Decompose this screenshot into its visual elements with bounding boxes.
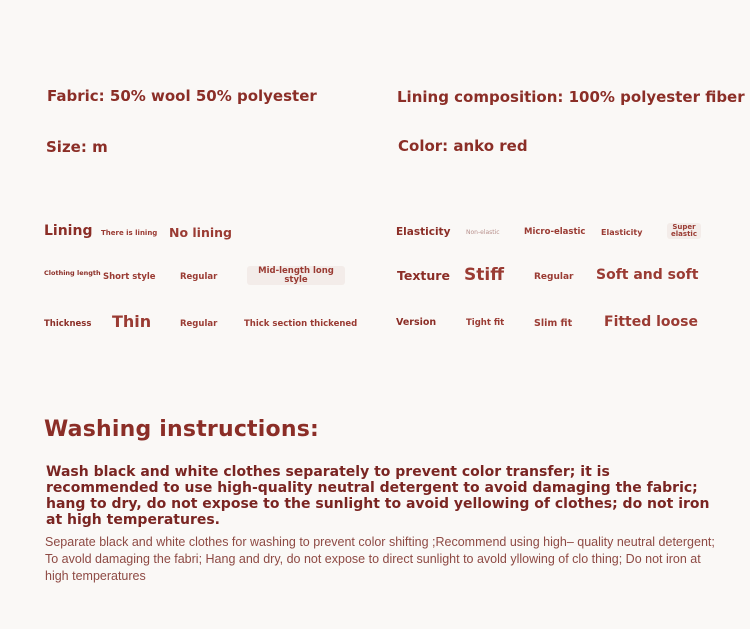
clothing-length-option-regular: Regular <box>180 272 218 282</box>
size-spec: Size: m <box>46 138 108 156</box>
version-option-fitted-loose: Fitted loose <box>604 314 699 330</box>
clothing-length-label: Clothing length <box>44 269 101 277</box>
elasticity-option-super-elastic: Super elastic <box>667 223 701 239</box>
lining-composition-spec: Lining composition: 100% polyester fiber <box>397 88 745 106</box>
thickness-option-regular: Regular <box>180 319 218 329</box>
texture-option-soft: Soft and soft <box>596 267 699 283</box>
thickness-label: Thickness <box>44 319 92 329</box>
washing-instructions-title: Washing instructions: <box>44 417 319 442</box>
elasticity-label: Elasticity <box>396 226 451 238</box>
lining-label: Lining <box>44 223 93 239</box>
version-label: Version <box>396 317 437 328</box>
texture-option-stiff: Stiff <box>464 265 504 285</box>
elasticity-option-micro-elastic: Micro-elastic <box>524 227 586 237</box>
lining-option-no-lining: No lining <box>169 225 233 240</box>
elasticity-option-non-elastic: Non-elastic <box>466 229 500 236</box>
clothing-length-option-mid-length: Mid-length long style <box>247 266 345 285</box>
washing-instructions-text: Wash black and white clothes separately to prevent color transfer; it is recommended to use high-quality neutral detergent to avoid damaging the fabric; hang to dry, do not expose to the sunlight to avoid yellowing of clothes; do not iron at high temperatures. <box>46 464 710 528</box>
thickness-option-thick: Thick section thickened <box>244 319 358 329</box>
thickness-option-thin: Thin <box>112 312 152 331</box>
clothing-length-option-short: Short style <box>103 272 156 282</box>
lining-option-there-is-lining: There is lining <box>101 229 158 237</box>
version-option-slim-fit: Slim fit <box>534 318 573 329</box>
texture-option-regular: Regular <box>534 272 574 282</box>
washing-translation-text: Separate black and white clothes for washing to prevent color shifting ;Recommend using high– quality neutral detergent; To avold damaging the fabri; Hang and dry, do not expose to direct sunlight to avold yllowing of clo thing; Do not iron at high temperatures <box>45 535 715 583</box>
texture-label: Texture <box>397 268 450 283</box>
color-spec: Color: anko red <box>398 137 528 155</box>
elasticity-option-elasticity: Elasticity <box>601 228 643 237</box>
version-option-tight-fit: Tight fit <box>466 318 505 328</box>
fabric-spec: Fabric: 50% wool 50% polyester <box>47 87 317 105</box>
